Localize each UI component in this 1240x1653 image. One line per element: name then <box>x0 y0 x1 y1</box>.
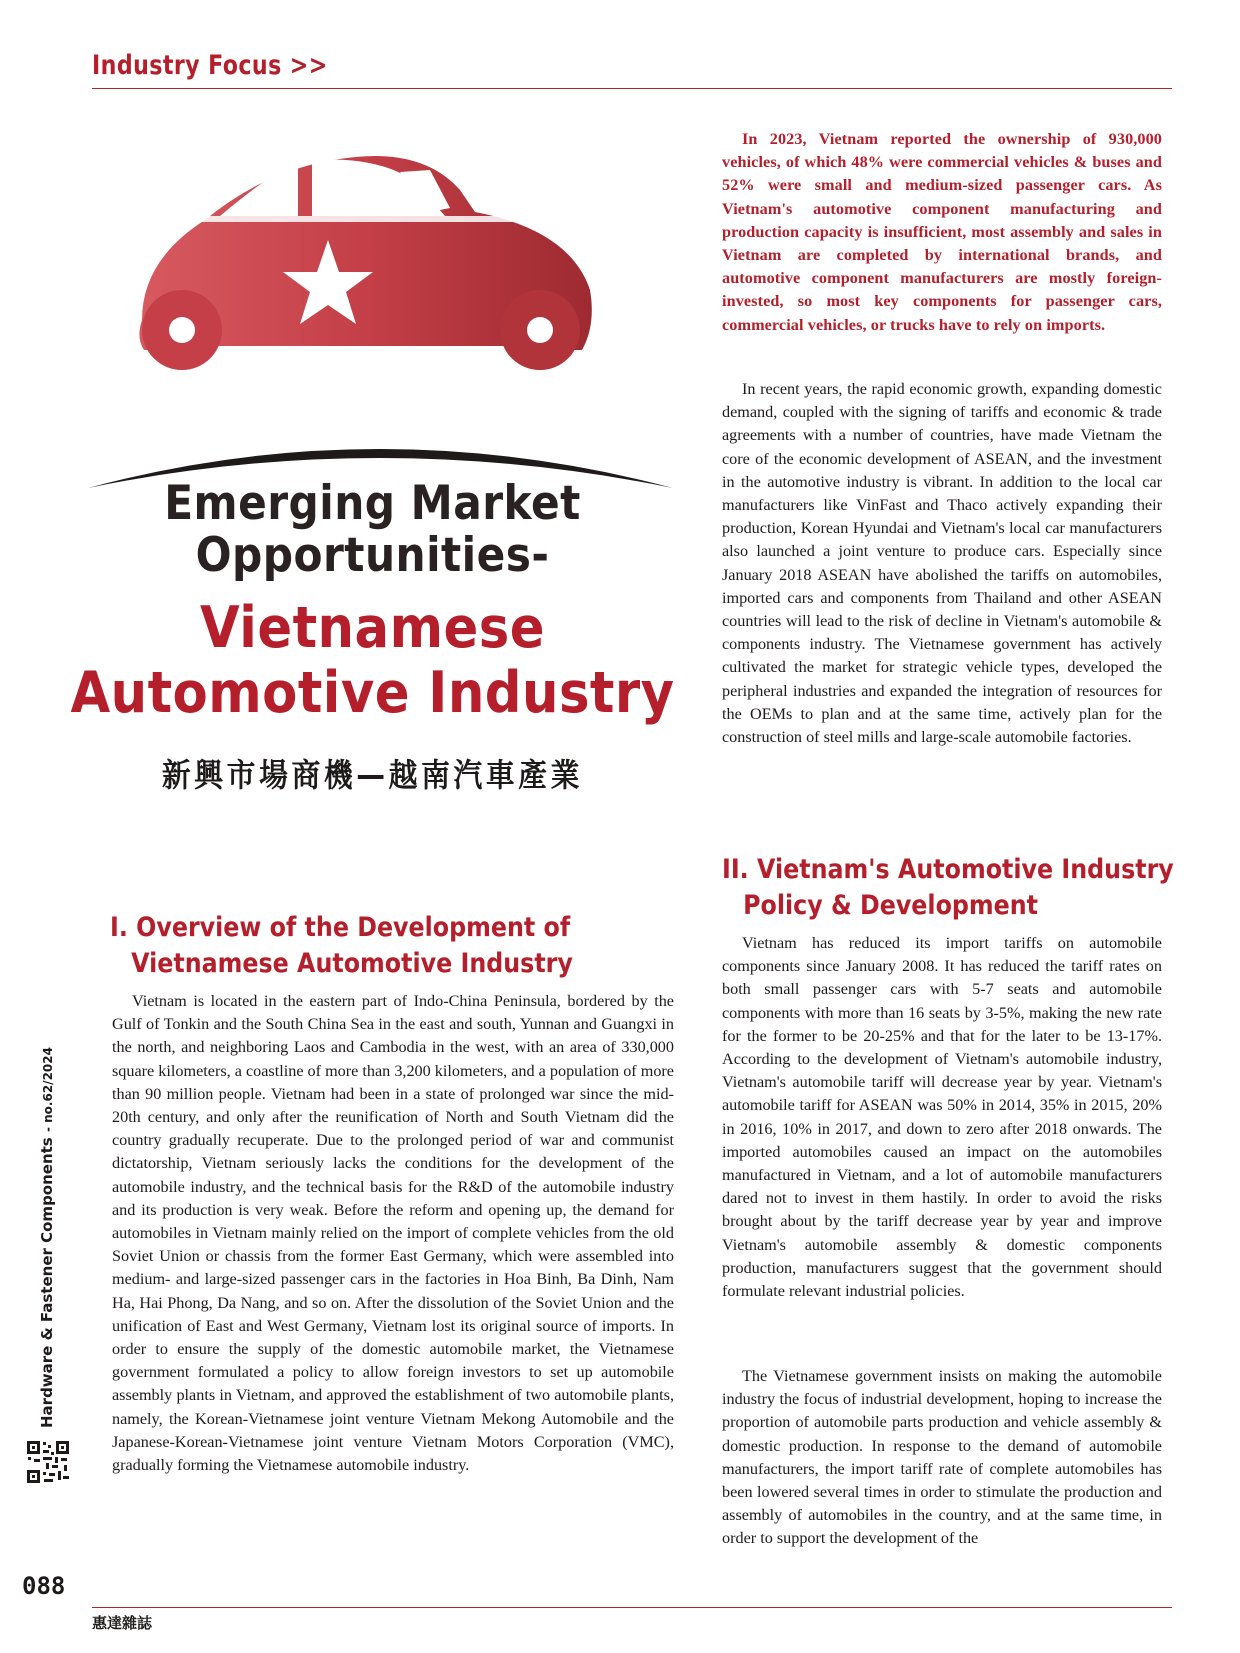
footer-divider <box>92 1607 1172 1608</box>
section-2-heading-line-2: Policy & Development <box>743 890 1039 921</box>
car-icon <box>130 150 600 430</box>
car-illustration <box>130 150 600 430</box>
title-line-3: Vietnamese <box>200 595 545 661</box>
section-1-heading-line-1: I. Overview of the Development of <box>110 912 571 943</box>
issue-number: - no.62/2024 <box>41 1047 55 1133</box>
intro-paragraph: In 2023, Vietnam reported the ownership of 930,000 vehicles, of which 48% were commercial vehicles & buses and 52% were small and medium-sized passenger cars. As Vietnam's automotive component manufacturing and production capacity is insufficient, most assembly and sales in Vietnam are completed by international brands, and automotive component manufacturers are mostly foreign-invested, so most key components for passenger cars, commercial vehicles, or trucks have to rely on imports. <box>722 130 1162 334</box>
section-1-heading <box>110 910 573 982</box>
title-line-4: Automotive Industry <box>70 660 675 726</box>
magazine-sidebar <box>38 1047 56 1428</box>
qr-code-icon[interactable] <box>26 1440 70 1484</box>
magazine-name: Hardware & Fastener Components <box>38 1137 56 1428</box>
section-label: Industry Focus >> <box>92 50 328 81</box>
section-1-heading-line-2: Vietnamese Automotive Industry <box>131 948 573 979</box>
overview-paragraph: In recent years, the rapid economic growth, expanding domestic demand, coupled with the signing of tariffs and economic & trade agreements with a number of countries, have made Vietnam the core of the economic development of ASEAN, and the investment in the automotive industry is vibrant. In addition to the local car manufacturers like VinFast and Thaco actively expanding their production, Korean Hyundai and Vietnam's local car manufacturers also launched a joint venture to produce cars. Especially since January 2018 ASEAN have abolished the tariffs on automobiles, imported cars and components from Thailand and other ASEAN countries will lead to the risk of decline in Vietnam's automobile & components industry. The Vietnamese government has actively cultivated the market for strategic vehicle types, developed the peripheral industries and expanded the integration of resources for the OEMs to plan and at the same time, actively plan for the construction of steel mills and large-scale automobile factories. <box>722 380 1162 747</box>
section-2-paragraph-1: Vietnam has reduced its import tariffs on automobile components since January 2008. It has reduced the tariff rates on both small passenger cars with 5-7 seats and automobile components with more than 16 seats by 3-5%, making the new rate for the former to be 20-25% and that for the later to be 13-17%. According to the development of Vietnam's automobile industry, Vietnam's automobile tariff will decrease year by year. Vietnam's automobile tariff for ASEAN was 50% in 2014, 35% in 2015, 20% in 2016, 10% in 2017, and down to zero after 2018 onwards. The imported automobiles caused an impact on the automobiles manufactured in Vietnam, and a lot of automobile manufacturers dared not to invest in them hastily. In order to avoid the risks brought about by the tariff decrease year by year and improve Vietnam's automobile assembly & domestic components production, manufacturers suggest that the government should formulate relevant industrial policies. <box>722 934 1162 1301</box>
page-number: 088 <box>22 1572 66 1600</box>
title-chinese: 新興市場商機—越南汽車產業 <box>161 756 584 794</box>
header-divider <box>92 88 1172 89</box>
title-line-2: Opportunities- <box>195 528 550 583</box>
title-line-1: Emerging Market <box>164 476 581 531</box>
section-2-paragraph-2: The Vietnamese government insists on making the automobile industry the focus of industrial development, hoping to increase the proportion of automobile parts production and vehicle assembly & domestic production. In response to the demand of automobile manufacturers, the import tariff rate of complete automobiles has been lowered several times in order to stimulate the production and assembly of automobiles in the country, and at the same time, in order to support the development of the <box>722 1367 1162 1548</box>
section-2-heading <box>722 852 1174 924</box>
section-1-paragraph: Vietnam is located in the eastern part of Indo-China Peninsula, bordered by the Gulf of Tonkin and the South China Sea in the east and south, Yunnan and Guangxi in the north, and neighboring Laos and Cambodia in the west, with an area of 330,000 square kilometers, a coastline of more than 3,200 kilometers, and a population of more than 90 million people. Vietnam had been in a state of prolonged war since the mid- 20th century, and only after the reunification of North and South Vietnam did the country gradually recuperate. Due to the prolonged period of war and communist dictatorship, Vietnam seriously lacks the conditions for the development of the automobile industry, and the technical basis for the R&D of the automobile industry and its production is very weak. Before the reform and opening up, the demand for automobiles in Vietnam mainly relied on the import of complete vehicles from the old Soviet Union or chassis from the former East Germany, which were assembled into medium- and large-sized passenger cars in the factories in Hoa Binh, Ba Dinh, Nam Ha, Hai Phong, Da Nang, and so on. After the dissolution of the Soviet Union and the unification of East and West Germany, Vietnam lost its original source of imports. In order to ensure the supply of the domestic automobile market, the Vietnamese government formulated a policy to allow foreign investors to set up automobile assembly plants in Vietnam, and approved the establishment of two automobile plants, namely, the Korean-Vietnamese joint venture Vietnam Mekong Automobile and the Japanese-Korean-Vietnamese joint venture Vietnam Motors Corporation (VMC), gradually forming the Vietnamese automobile industry. <box>112 992 674 1475</box>
section-2-heading-line-1: II. Vietnam's Automotive Industry <box>722 854 1174 885</box>
publisher-name: 惠達雜誌 <box>92 1614 153 1632</box>
